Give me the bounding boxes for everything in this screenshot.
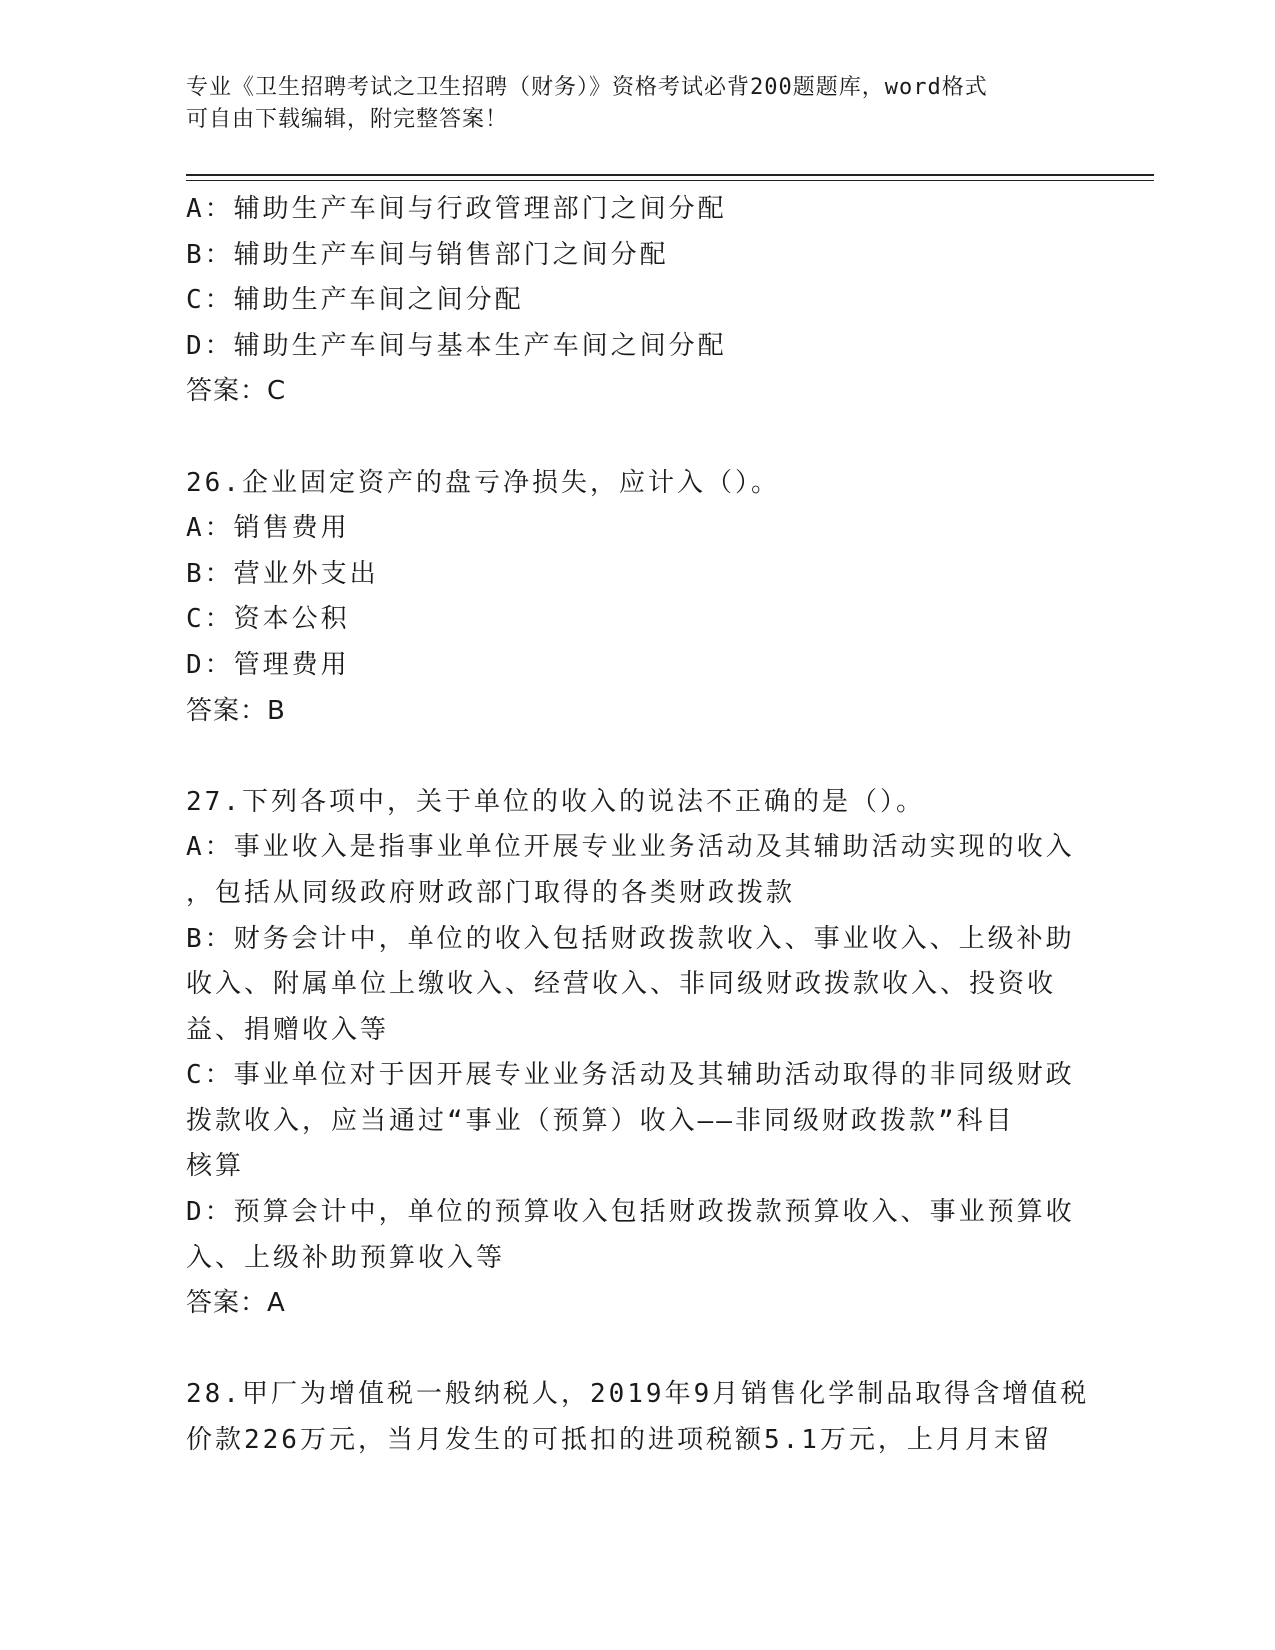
question-list <box>186 187 1090 1464</box>
header-divider-thick <box>186 174 1154 176</box>
q27-answer: 答案：A <box>186 1288 286 1319</box>
q27-option-c-line-2: 拨款收入，应当通过“事业（预算）收入——非同级财政拨款”科目 <box>186 1105 1015 1136</box>
q26-option-a: A：销售费用 <box>186 513 350 544</box>
q27-option-c-line-3: 核算 <box>186 1151 245 1182</box>
q27-question: 27.下列各项中，关于单位的收入的说法不正确的是（）。 <box>186 786 925 817</box>
spacer <box>186 734 1086 780</box>
q28-question-line-1: 28.甲厂为增值税一般纳税人，2019年9月销售化学制品取得含增值税 <box>186 1379 1090 1410</box>
q26-question: 26.企业固定资产的盘亏净损失，应计入（）。 <box>186 467 780 498</box>
q25-option-c: C：辅助生产车间之间分配 <box>186 285 524 316</box>
q26-answer: 答案：B <box>186 695 286 726</box>
question-28-block <box>186 1372 1090 1463</box>
q25-option-a: A：辅助生产车间与行政管理部门之间分配 <box>186 194 727 224</box>
q27-option-d-line-2: 入、上级补助预算收入等 <box>186 1242 506 1273</box>
q25-option-b: B：辅助生产车间与销售部门之间分配 <box>186 239 669 270</box>
q27-option-b-line-1: B：财务会计中，单位的收入包括财政拨款收入、事业收入、上级补助 <box>186 923 1075 954</box>
question-25-block <box>186 187 1086 415</box>
q27-option-b-line-3: 益、捐赠收入等 <box>186 1014 390 1045</box>
q27-option-b-line-2: 收入、附属单位上缴收入、经营收入、非同级财政拨款收入、投资收 <box>186 969 1057 1000</box>
q27-option-c-line-1: C：事业单位对于因开展专业业务活动及其辅助活动取得的非同级财政 <box>186 1060 1075 1091</box>
q25-option-d: D：辅助生产车间与基本生产车间之间分配 <box>186 330 727 361</box>
q25-answer: 答案：C <box>186 376 287 407</box>
spacer <box>186 415 1086 461</box>
q27-option-a-line-2: ，包括从同级政府财政部门取得的各类财政拨款 <box>186 877 796 908</box>
q26-option-b: B：营业外支出 <box>186 558 379 589</box>
q27-option-a-line-1: A：事业收入是指事业单位开展专业业务活动及其辅助活动实现的收入 <box>186 832 1075 863</box>
q28-question-line-2: 价款226万元，当月发生的可抵扣的进项税额5.1万元，上月月末留 <box>186 1425 1052 1456</box>
spacer <box>186 1327 1086 1373</box>
q26-option-d: D：管理费用 <box>186 649 350 680</box>
document-header <box>186 72 1086 136</box>
question-27-block <box>186 780 1086 1327</box>
header-title-line-2: 可自由下载编辑，附完整答案！ <box>186 107 509 132</box>
q26-option-c: C：资本公积 <box>186 604 350 635</box>
header-title-line-1: 专业《卫生招聘考试之卫生招聘（财务）》资格考试必背200题题库，word格式 <box>186 75 988 100</box>
header-divider-thin <box>186 180 1154 181</box>
q27-option-d-line-1: D：预算会计中，单位的预算收入包括财政拨款预算收入、事业预算收 <box>186 1197 1075 1228</box>
question-26-block <box>186 461 1086 735</box>
